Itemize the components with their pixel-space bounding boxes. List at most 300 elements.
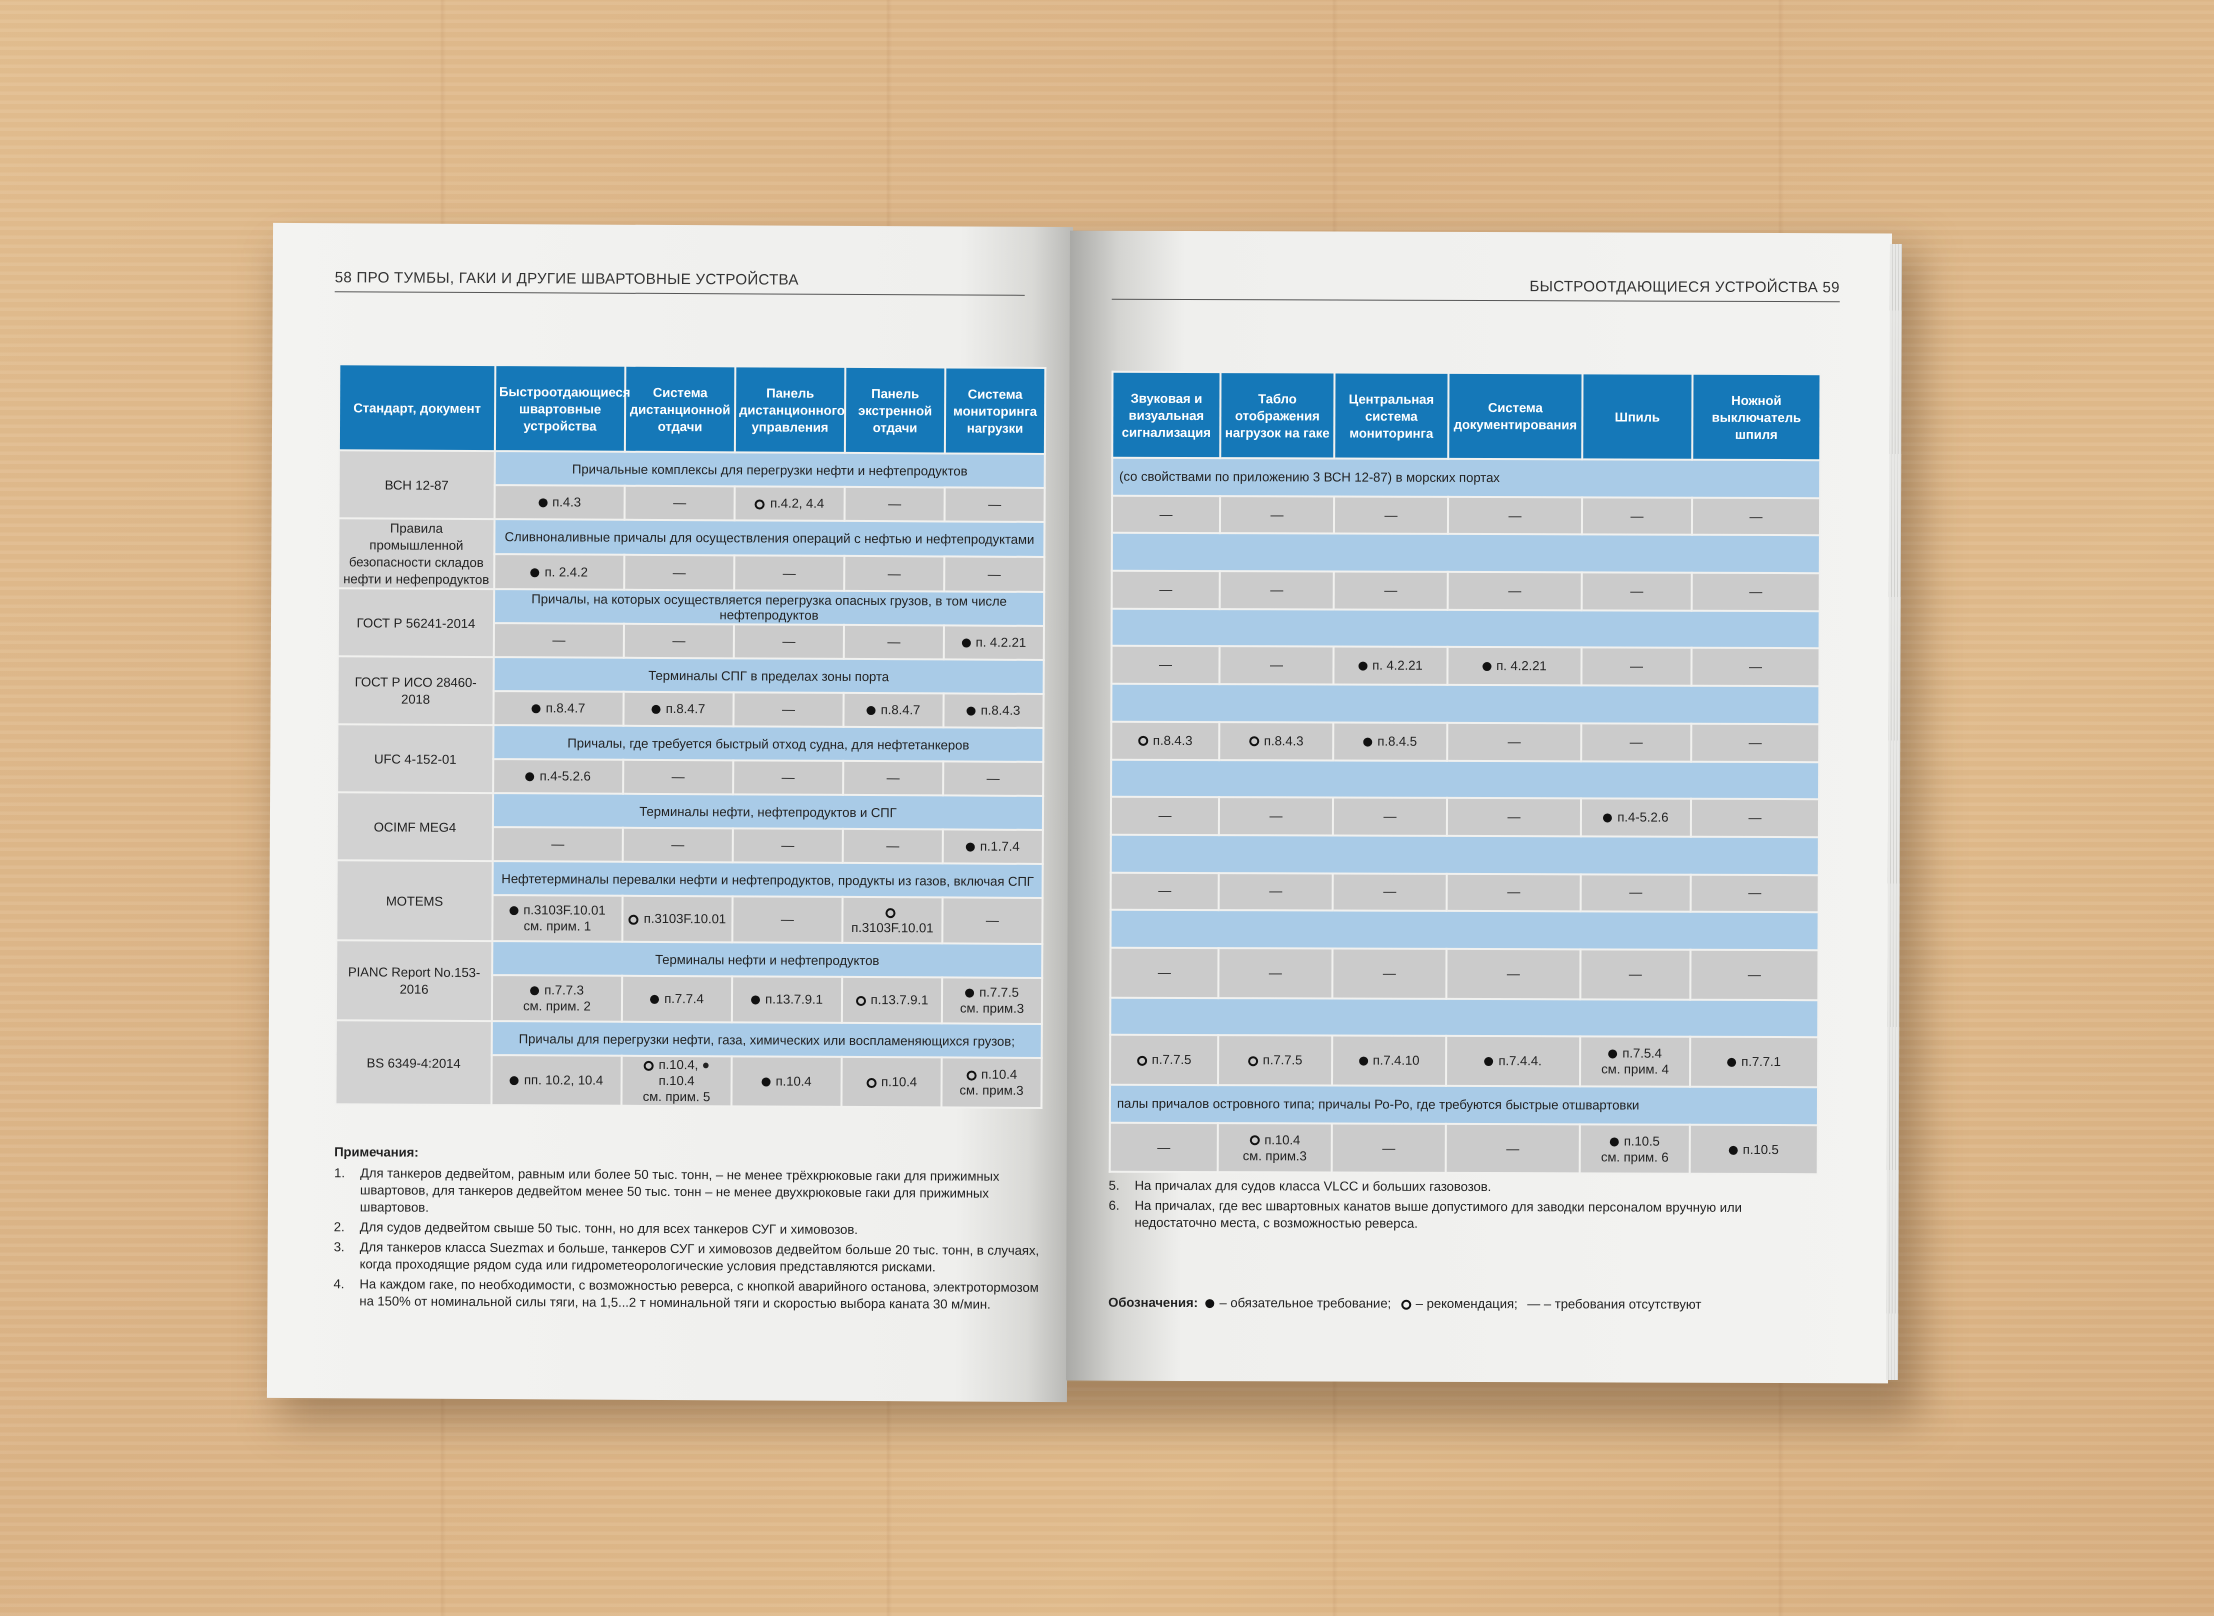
row-band: [1112, 608, 1820, 648]
value-text: пп. 10.2, 10.4: [523, 1072, 604, 1088]
value-cell: [1333, 798, 1447, 836]
value-cell: [1334, 572, 1448, 610]
column-header: Система дистанционной отдачи: [625, 366, 735, 453]
value-cell: [1691, 724, 1819, 762]
value-line: [1115, 732, 1215, 748]
value-line: [496, 902, 618, 919]
value-text: —: [1159, 581, 1173, 597]
value-cell: [734, 555, 844, 591]
ring-icon: [1249, 736, 1259, 746]
note-text: Для судов дедвейтом свыше 50 тыс. тонн, но для всех танкеров СУГ и химовозов.: [359, 1219, 858, 1237]
filled-dot-icon: [650, 995, 659, 1004]
value-line: [739, 495, 841, 512]
value-line: [1695, 659, 1815, 675]
filled-dot-icon: [1729, 1145, 1738, 1154]
value-cell: [1580, 949, 1690, 999]
note-number: 3.: [333, 1239, 345, 1255]
value-line: [946, 912, 1038, 928]
value-cell: [944, 625, 1044, 660]
note-number: 4.: [333, 1276, 345, 1292]
value-line: [1694, 1054, 1814, 1070]
value-line: [626, 1057, 728, 1090]
table-row: [338, 588, 1044, 626]
filled-dot-icon: [966, 843, 975, 852]
value-text: п.8.4.5: [1377, 733, 1418, 749]
value-line: [1223, 657, 1329, 673]
ring-icon: [629, 914, 639, 924]
note-number: 6.: [1108, 1197, 1120, 1213]
value-cell: [1219, 647, 1333, 685]
note-item: [1109, 1177, 1817, 1196]
filled-dot-icon: [1358, 662, 1367, 671]
value-text: п.7.7.5: [979, 984, 1019, 1000]
value-cell: [623, 692, 733, 727]
value-cell: [1111, 797, 1219, 835]
value-line: [846, 992, 938, 1008]
value-cell: [1691, 799, 1819, 837]
value-cell: [843, 761, 943, 796]
value-line: [1585, 809, 1687, 825]
value-cell: [622, 896, 732, 943]
value-line: [847, 838, 939, 854]
value-text: —: [672, 564, 686, 580]
value-text: п.10.5: [1623, 1133, 1660, 1149]
row-band: палы причалов островного типа; причалы Ро-Ро, где требуются быстрые отшвартовки: [1110, 1085, 1818, 1125]
value-text: п.7.7.5: [1151, 1052, 1192, 1068]
value-cell: [944, 556, 1044, 592]
value-line: [1114, 965, 1214, 981]
legend-none: — – требования отсутствуют: [1527, 1296, 1702, 1312]
value-cell: [945, 487, 1045, 522]
value-cell: [1446, 949, 1580, 999]
value-text: п.7.7.4: [664, 990, 704, 1007]
value-text: п.7.7.5: [1262, 1052, 1303, 1068]
value-text: —: [673, 495, 687, 511]
value-cell: [943, 761, 1043, 796]
filled-dot-icon: [510, 1076, 519, 1085]
value-cell: [942, 897, 1042, 944]
value-cell: [845, 487, 945, 522]
value-text: —: [671, 769, 685, 785]
value-cell: [1111, 722, 1219, 760]
filled-dot-icon: [538, 498, 547, 507]
value-line: [736, 911, 838, 928]
value-line: [847, 702, 939, 718]
value-text: —: [987, 566, 1001, 582]
row-band: Нефтетерминалы перевалки нефти и нефтепродуктов, продукты из газов, включая СПГ: [493, 861, 1043, 898]
right-page: [1066, 231, 1892, 1384]
value-line: [496, 1072, 618, 1089]
value-line: [1451, 734, 1577, 750]
value-text: п. 4.2.21: [1496, 658, 1547, 674]
value-line: [738, 633, 840, 650]
standard-name: PIANC Report No.153-2016: [336, 940, 492, 1021]
value-cell: [1448, 497, 1582, 535]
value-cell: [735, 486, 845, 521]
value-line: [737, 837, 839, 854]
value-cell: [734, 624, 844, 659]
value-text: —: [1749, 583, 1763, 599]
value-text: —: [1159, 506, 1173, 522]
value-line: [1452, 583, 1578, 599]
value-line: [1336, 1140, 1442, 1156]
value-cell: [1219, 797, 1333, 835]
left-standards-table: [334, 363, 1046, 1109]
table-row: [337, 724, 1043, 762]
value-text: —: [671, 837, 685, 853]
value-line: [1696, 584, 1816, 600]
ring-icon: [1137, 1056, 1147, 1066]
value-cell: [1219, 722, 1333, 760]
column-header: Стандарт, документ: [339, 364, 495, 451]
table-row-values: [1111, 722, 1819, 762]
value-line: [1224, 582, 1330, 598]
value-cell: [842, 897, 942, 944]
value-text: п.10.4: [981, 1066, 1018, 1082]
value-cell: [941, 1057, 1041, 1108]
value-cell: [1332, 1036, 1446, 1086]
value-cell: [493, 691, 623, 726]
value-cell: [1447, 723, 1581, 761]
value-line: [737, 701, 839, 718]
value-text: —: [1158, 883, 1172, 899]
value-line: [846, 904, 938, 936]
table-row-values: [1110, 1122, 1818, 1174]
filled-dot-icon: [965, 989, 974, 998]
value-cell: [841, 1057, 941, 1108]
value-cell: [1447, 873, 1581, 911]
value-text: —: [1748, 734, 1762, 750]
value-line: [1694, 1141, 1814, 1157]
value-line: [1451, 658, 1577, 674]
value-line: [629, 495, 731, 512]
table-row: [1112, 458, 1820, 498]
value-text: —: [672, 633, 686, 649]
value-cell: [1448, 572, 1582, 610]
row-band: [1112, 533, 1820, 573]
value-text: п.10.5: [1742, 1141, 1779, 1157]
filled-dot-icon: [867, 706, 876, 715]
value-cell: [1110, 1122, 1218, 1172]
filled-dot-icon: [531, 568, 540, 577]
value-line: [1450, 1140, 1576, 1156]
column-header: Центральная система мониторинга: [1334, 372, 1448, 458]
value-cell: [1332, 1123, 1446, 1173]
value-cell: [495, 485, 625, 520]
value-line: [736, 991, 838, 1008]
table-row: [1111, 684, 1819, 724]
filled-dot-icon: [1206, 1299, 1215, 1308]
table-row-values: [1110, 948, 1818, 1000]
table-row: [337, 792, 1043, 830]
value-line: [1452, 507, 1578, 523]
column-header: Быстроотдающиеся швартовные устройства: [495, 365, 625, 452]
table-row-values: [1111, 797, 1819, 837]
value-cell: [1690, 1124, 1818, 1174]
ring-icon: [644, 1060, 654, 1070]
value-line: [1116, 506, 1216, 522]
filled-dot-icon: [1359, 1057, 1368, 1066]
value-cell: [1447, 798, 1581, 836]
value-cell: [625, 486, 735, 521]
value-line: [1337, 884, 1443, 900]
value-line: [737, 769, 839, 786]
value-cell: [1691, 648, 1819, 686]
value-text: —: [1270, 582, 1284, 598]
value-line: [1584, 1046, 1686, 1062]
value-text: п.4.2, 4.4: [770, 495, 825, 511]
value-note: см. прим. 4: [1601, 1061, 1669, 1077]
value-line: [1451, 884, 1577, 900]
value-cell: [1218, 948, 1332, 998]
value-note: см. прим. 2: [523, 998, 591, 1014]
value-text: —: [1507, 733, 1521, 749]
column-header: Панель дистанционного управления: [735, 366, 845, 453]
value-text: п.13.7.9.1: [765, 991, 823, 1007]
value-line: [946, 1066, 1038, 1082]
right-standards-table: [1109, 371, 1822, 1176]
value-text: п.8.4.3: [1263, 732, 1304, 749]
value-text: —: [1383, 808, 1397, 824]
value-cell: [844, 625, 944, 660]
standard-name: Правила промышленной безопасности складов нефти и нефепродуктов: [338, 518, 494, 589]
value-line: [1695, 810, 1815, 826]
ring-icon: [1138, 736, 1148, 746]
ring-icon: [1401, 1299, 1411, 1309]
legend-required: – обязательное требование;: [1219, 1295, 1392, 1311]
value-cell: [942, 977, 1042, 1024]
value-line: [627, 769, 729, 786]
value-cell: [943, 829, 1043, 864]
value-line: [1338, 507, 1444, 523]
value-text: —: [1628, 966, 1642, 982]
value-line: [628, 564, 730, 581]
note-number: 2.: [333, 1219, 345, 1235]
value-cell: [623, 760, 733, 795]
value-line: [626, 911, 728, 928]
value-cell: [1110, 1035, 1218, 1085]
value-text: п. 4.2.21: [1372, 657, 1423, 674]
ring-icon: [1249, 1135, 1259, 1145]
value-line: [1695, 885, 1815, 901]
value-text: —: [1506, 1140, 1520, 1156]
value-text: —: [1748, 809, 1762, 826]
row-band: Сливноналивные причалы для осуществления операций с нефтью и нефтепродуктами: [494, 519, 1044, 557]
standard-name: MOTEMS: [336, 860, 492, 941]
table-row: [1111, 910, 1819, 950]
value-line: [1114, 1052, 1214, 1068]
value-text: —: [986, 770, 1000, 786]
value-line: [1586, 508, 1688, 524]
column-header: Ножной выключатель шпиля: [1692, 374, 1820, 460]
value-line: [1585, 734, 1687, 750]
value-cell: [1111, 646, 1219, 684]
value-line: [848, 634, 940, 650]
value-cell: [1333, 873, 1447, 911]
value-line: [1586, 583, 1688, 599]
table-row: [336, 940, 1042, 978]
table-row: [337, 860, 1043, 898]
value-line: [947, 702, 1039, 718]
value-cell: [1692, 497, 1820, 535]
value-line: [1223, 733, 1329, 749]
standard-name: UFC 4-152-01: [337, 724, 493, 793]
value-text: —: [886, 770, 900, 786]
value-cell: [1690, 950, 1818, 1000]
value-cell: [1581, 648, 1691, 686]
value-cell: [1218, 1123, 1332, 1173]
value-line: [496, 982, 618, 999]
filled-dot-icon: [532, 704, 541, 713]
value-line: [1115, 883, 1215, 899]
value-text: —: [1506, 965, 1520, 981]
value-cell: [493, 759, 623, 794]
value-line: [947, 770, 1039, 786]
column-header: Табло отображения нагрузок на гаке: [1220, 372, 1334, 458]
value-line: [738, 565, 840, 582]
standard-name: ГОСТ Р ИСО 28460-2018: [337, 656, 493, 725]
value-text: —: [780, 911, 794, 927]
value-cell: [943, 693, 1043, 728]
value-line: [498, 632, 620, 649]
value-cell: [733, 692, 843, 727]
value-text: —: [1158, 807, 1172, 823]
value-line: [947, 838, 1039, 854]
column-header: Система мониторинга нагрузки: [945, 367, 1045, 454]
value-note: см. прим.3: [959, 1000, 1025, 1016]
note-number: 5.: [1108, 1177, 1120, 1193]
value-text: —: [1158, 657, 1173, 673]
table-row: [336, 1020, 1042, 1058]
table-row: [1112, 608, 1820, 648]
note-text: Для танкеров класса Suezmax и больше, танкеров СУГ и химовозов дедвейтом больше 20 тыс. тонн, в случаях, когда проходящие рядом суда или гидрометеорологические условия представляются рисками.: [359, 1239, 1040, 1275]
table-row: [338, 518, 1044, 557]
row-band: [1111, 910, 1819, 950]
value-text: —: [1268, 965, 1282, 981]
value-text: п.8.4.7: [545, 700, 586, 716]
row-band: (со свойствами по приложению 3 ВСН 12-87) в морских портах: [1112, 458, 1820, 498]
value-line: [1224, 507, 1330, 523]
value-line: [949, 496, 1041, 512]
legend-label: Обозначения:: [1108, 1294, 1198, 1311]
standard-name: ВСН 12-87: [339, 450, 495, 519]
filled-dot-icon: [526, 772, 535, 781]
value-line: [1585, 659, 1687, 675]
value-cell: [842, 977, 942, 1024]
row-band: Причалы, где требуется быстрый отход судна, для нефтетанкеров: [493, 725, 1043, 762]
value-cell: [1219, 873, 1333, 911]
value-cell: [1333, 722, 1447, 760]
value-cell: [1582, 497, 1692, 535]
note-item: [334, 1238, 1054, 1276]
value-text: —: [782, 701, 796, 717]
value-cell: [1110, 948, 1218, 998]
row-band: [1111, 684, 1819, 724]
value-cell: [1581, 799, 1691, 837]
value-cell: [1582, 572, 1692, 610]
value-text: —: [887, 634, 901, 650]
value-text: —: [1629, 884, 1643, 900]
value-line: [1695, 734, 1815, 750]
value-line: [1337, 733, 1443, 749]
value-line: [736, 1073, 838, 1090]
value-cell: [493, 827, 623, 862]
value-cell: [843, 693, 943, 728]
value-text: —: [1630, 508, 1644, 524]
value-text: —: [1629, 734, 1643, 750]
table-row-values: [1112, 571, 1820, 611]
value-text: —: [1507, 809, 1521, 825]
value-text: п.7.4.4.: [1498, 1053, 1542, 1069]
left-running-head: 58 ПРО ТУМБЫ, ГАКИ И ДРУГИЕ ШВАРТОВНЫЕ УСТРОЙСТВА: [334, 269, 799, 289]
value-text: —: [1270, 506, 1284, 522]
value-cell: [843, 829, 943, 864]
right-notes: [1109, 1177, 1817, 1236]
value-text: —: [1269, 883, 1283, 899]
value-text: п. 2.4.2: [544, 563, 588, 580]
row-band: [1111, 835, 1819, 875]
value-text: —: [781, 769, 795, 785]
ring-icon: [856, 996, 866, 1006]
value-cell: [732, 896, 842, 943]
value-cell: [1220, 571, 1334, 609]
value-text: —: [1630, 583, 1644, 599]
value-text: п.7.5.4: [1622, 1045, 1662, 1061]
note-item: [334, 1218, 1054, 1239]
column-header: Система документирования: [1448, 373, 1582, 459]
value-cell: [1447, 647, 1581, 685]
value-note: см. прим. 1: [523, 918, 592, 934]
value-text: —: [1507, 884, 1521, 900]
column-header: Звуковая и визуальная сигнализация: [1112, 372, 1220, 458]
value-line: [1585, 885, 1687, 901]
value-text: п. 4.2.21: [975, 634, 1027, 650]
table-row: [1111, 759, 1819, 799]
value-line: [948, 634, 1040, 650]
value-line: [1584, 966, 1686, 982]
value-cell: [1112, 571, 1220, 609]
standard-name: BS 6349-4:2014: [335, 1020, 491, 1105]
filled-dot-icon: [509, 906, 518, 915]
value-line: [1336, 1053, 1442, 1069]
standard-name: ГОСТ Р 56241-2014: [338, 588, 494, 657]
value-text: —: [1384, 507, 1398, 523]
value-line: [497, 836, 619, 853]
table-row: [1110, 1085, 1818, 1125]
filled-dot-icon: [1727, 1058, 1736, 1067]
value-line: [1115, 657, 1215, 673]
value-line: [1696, 508, 1816, 524]
value-line: [1116, 582, 1216, 598]
value-cell: [624, 624, 734, 659]
value-text: п.8.4.3: [980, 702, 1021, 718]
row-band: Терминалы нефти и нефтепродуктов: [492, 941, 1042, 978]
value-text: —: [985, 912, 999, 928]
value-cell: [622, 976, 732, 1023]
value-cell: [492, 975, 622, 1022]
value-cell: [1692, 573, 1820, 611]
value-cell: [1581, 723, 1691, 761]
value-cell: [621, 1056, 731, 1107]
value-cell: [733, 828, 843, 863]
row-band: Причалы, на которых осуществляется перегрузка опасных грузов, в том числе нефтепродуктов: [494, 589, 1044, 626]
value-cell: [1446, 1036, 1580, 1086]
value-line: [628, 701, 730, 718]
value-text: —: [1508, 583, 1522, 599]
value-text: —: [1747, 966, 1761, 982]
value-text: п.1.7.4: [979, 838, 1020, 854]
value-line: [499, 494, 621, 511]
